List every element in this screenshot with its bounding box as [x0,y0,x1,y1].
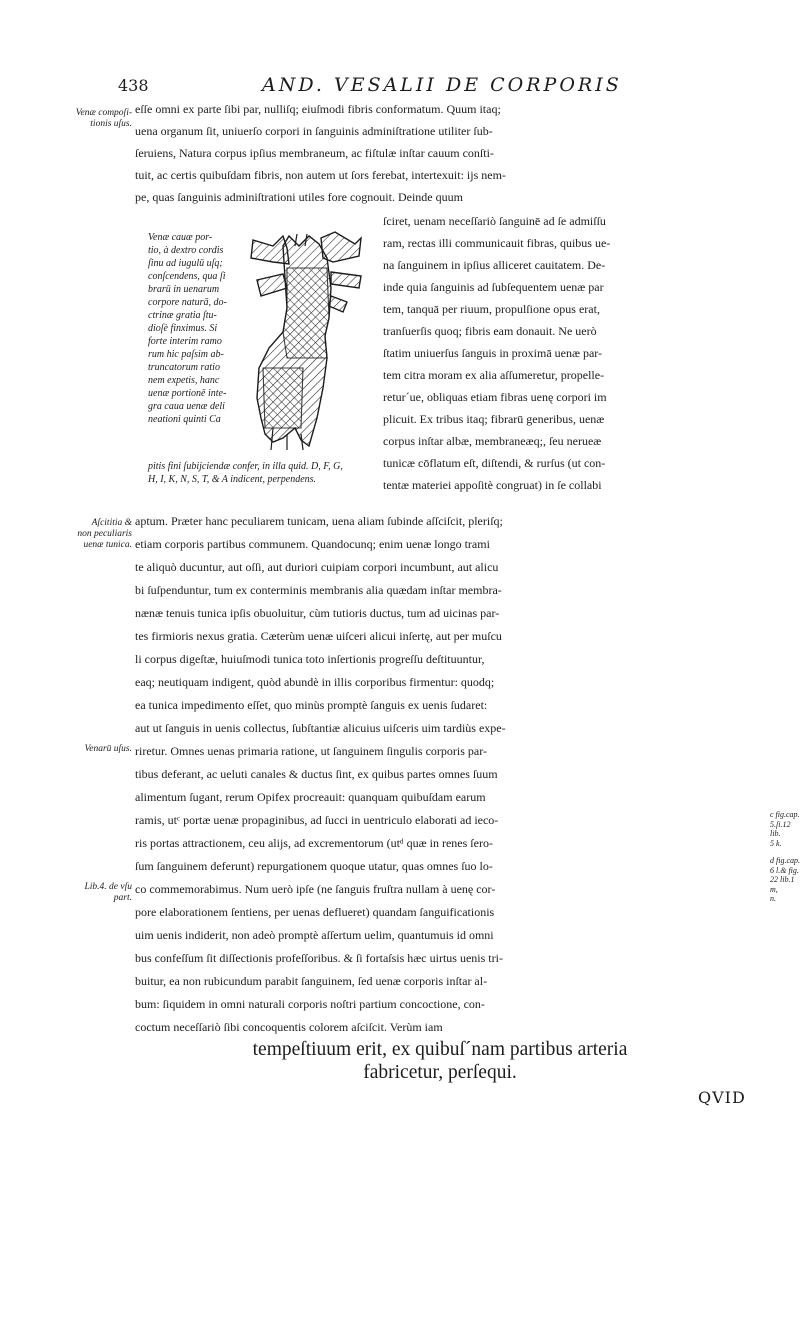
text-line: coctum neceſſariò ſibi concoquentis colorem aſciſcit. Verùm iam [135,1020,443,1034]
text-line: tem, tanquā per riuum, propulſione opus erat, [383,302,600,316]
caption-line: nem expetis, hanc [148,375,220,386]
text-line: aut ut ſanguis in uenis collectus, ſubſtantiæ alicuius uiſceris uim tardiùs expe- [135,721,506,735]
text-line: pore elaborationem ſentiens, per uenas deflueret) quandam ſanguificationis [135,905,495,919]
text-line: nænæ tenuis tunica ipſis obuoluitur, cùm tutioris ductus, tum ad uicinas par- [135,606,500,620]
text-line: ſtatim uniuerſus ſanguis in proximā uenæ par- [383,346,603,360]
caption-line: truncatorum ratio [148,362,220,373]
marginal-note: c fig.cap. 5.ſi.12 lib. 5 k. [770,810,800,848]
text-line: co commemorabimus. Num uerò ipſe (ne ſanguis fruſtra nullam à uenę cor- [135,882,496,896]
text-line: uena organum ſit, uniuerſo corpori in ſanguinis adminiſtratione utiliter ſub- [135,124,493,138]
text-line: aptum. Præter hanc peculiarem tunicam, uena aliam ſubinde aſſciſcit, pleriſq; [135,514,503,528]
text-line: riretur. Omnes uenas primaria ratione, ut ſanguinem ſingulis corporis par- [135,744,487,758]
text-line: te aliquò ducuntur, aut oſſi, aut duriori cuipiam corpori incumbunt, aut alicu [135,560,499,574]
text-line: bus confeſſum ſit diſſectionis profeſſoribus. & ſi fortaſsis hæc uirtus uenis tri- [135,951,503,965]
text-line: eſſe omni ex parte ſibi par, nulliſq; eiuſmodi fibris conformatum. Quum itaq; [135,102,501,116]
text-line: tem citra moram ex alia aſſumeretur, propelle- [383,368,605,382]
text-line: ris portas attractionem, ceu alijs, ad excrementorum (utᵈ quæ in renes ſero- [135,836,493,850]
caption-line: Venæ cauæ por- [148,232,213,243]
caption-line: forte interim ramo [148,336,222,347]
catchword: QVID [698,1088,746,1107]
text-line: tempeſtiuum erit, ex quibuſ´nam partibus arteria [252,1039,628,1060]
text-line: tentæ materiei appoſitè congruat) in ſe collabi [383,478,602,492]
text-line: uim uenis indiderit, non adeò promptè aſſertum uelim, quantumuis id omni [135,928,494,942]
marginal-note: Aſcititia & non peculiaris uenæ tunica. [77,518,132,550]
text-line: eaq; neutiquam indigent, quòd abundè in illis corporibus firmentur: quodq; [135,675,495,689]
text-line: ram, rectas illi communicauit fibras, quibus ue- [383,236,611,250]
text-line: inde quia ſanguinis ad ſubſequentem uenæ par [383,280,604,294]
text-line: tes firmioris nexus gratia. Cæterùm uenæ uiſceri alicui inſertę, aut per muſcu [135,629,502,643]
text-line: ea tunica impedimento eſſet, quo minùs promptè ſanguis ex uenis ſudaret: [135,698,488,712]
caption-line: corpore naturā, do- [148,297,227,308]
text-line: plicuit. Ex tribus itaq; fibrarū generibus, uenæ [383,412,605,426]
page-number: 438 [118,76,149,95]
text-line: ſeruiens, Natura corpus ipſius membraneum, ac fiſtulæ inſtar cauum conſti- [135,146,494,160]
caption-line: conſcendens, qua ſi [148,271,226,282]
marginal-note: Venarū uſus. [84,744,132,754]
text-line: alimentum ſugant, rerum Opifex procreauit: quanquam quibuſdam earum [135,790,486,804]
marginal-note: Lib.4. de vſu part. [84,882,132,903]
text-line: tranſuerſis quoq; fibris eam donauit. Ne uerò [383,324,597,338]
text-line: corpus inſtar albæ, membraneæq;, ſeu nerueæ [383,434,602,448]
text-line: bum: ſiquidem in omni naturali corporis noſtri partium concoctione, con- [135,997,485,1011]
caption-line: uenæ portionē inte- [148,388,227,399]
text-line: pe, quas ſanguinis adminiſtrationi utiles fore cognouit. Deinde quum [135,190,463,204]
caption-line: brarū in uenarum [148,284,220,295]
caption-line: rum hic paſsim ab- [148,349,224,360]
text-line: tunicæ cōflatum eſt, diſtendi, & rurſus (ut con- [383,456,606,470]
marginal-note: d fig.cap. 6 l.& fig. 22 lib.1 m, n. [770,856,800,903]
text-line: li corpus digeſtæ, huiuſmodi tunica toto inſertionis progreſſu deſtituuntur, [135,652,485,666]
marginal-note: Venæ compoſi- tionis uſus. [75,108,132,129]
caption-line: gra caua uenæ deli [148,401,225,412]
caption-line: H, I, K, N, S, T, & A indicent, perpendens. [148,474,317,485]
running-head: AND. VESALII DE CORPORIS [262,74,622,96]
text-line: retur´ue, obliquas etiam fibras uenę corpori im [383,390,607,404]
caption-line: neationi quinti Ca [148,414,221,425]
caption-line: tio, à dextro cordis [148,245,224,256]
text-line: ramis, utᶜ portæ uenæ propaginibus, ad ſucci in uentriculo elaborati ad ieco- [135,813,499,827]
text-line: tuit, ac certis quibuſdam fibris, non autem ut ſors ferebat, intertexuit: ijs nem- [135,168,506,182]
caption-line: ctrinæ gratia ſtu- [148,310,217,321]
text-line: ſum ſanguinem deferunt) repurgationem quoque utatur, quas omnes ſuo lo- [135,859,493,873]
vena-cava-woodcut-icon [243,228,373,453]
caption-line: pitis fini ſubijciendæ confer, in illa quid. D, F, G, [148,461,343,472]
text-line: buitur, ea non rubicundum parabit ſanguinem, ſed uenæ corporis inſtar al- [135,974,488,988]
text-line: fabricetur, perſequi. [363,1062,517,1083]
text-line: ſciret, uenam neceſſariò ſanguinē ad ſe admiſſu [383,214,606,228]
caption-line: dioſè finximus. Si [148,323,218,334]
text-line: etiam corporis partibus communem. Quandocunq; enim uenæ longo trami [135,537,490,551]
text-line: bi ſuſpenduntur, tum ex conterminis membranis alia quædam inſtar membra- [135,583,502,597]
caption-line: ſinu ad iugulū uſq; [148,258,223,269]
text-line: na ſanguinem in ipſius alliceret cauitatem. De- [383,258,606,272]
text-line: tibus deferant, ac ueluti canales & ductus ſint, ex quibus partes omnes ſuum [135,767,498,781]
